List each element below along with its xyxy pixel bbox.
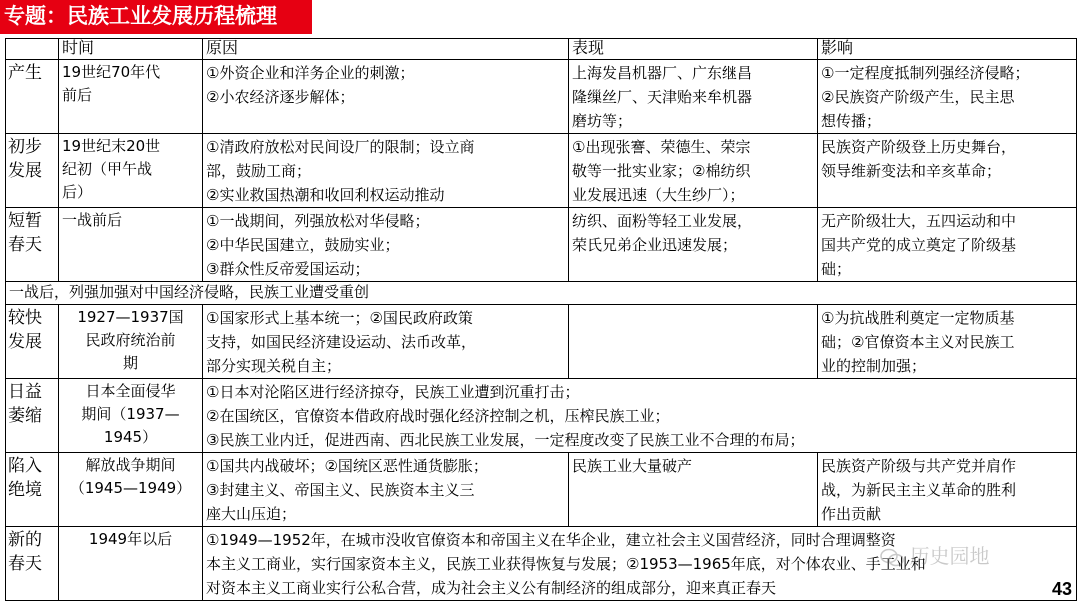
effect-line: 民族资产阶级与共产党并肩作: [821, 457, 1017, 475]
table-row: [6, 60, 1077, 134]
cause-line: 支持，如国民经济建设运动、法币改革，: [206, 333, 477, 351]
cause-cell: [203, 208, 569, 282]
cause-line: ②实业救国热潮和收回利权运动推动: [206, 186, 445, 204]
time-cell: [59, 379, 203, 453]
effect-line: 础；②官僚资本主义对民族工: [821, 333, 1015, 351]
cause-line: ③封建主义、帝国主义、民族资本主义三: [206, 481, 475, 499]
stage-label: 发展: [8, 332, 42, 351]
header-cell-show: 表现: [569, 39, 818, 60]
show-cell-empty: [569, 305, 818, 379]
stage-cell: [6, 305, 59, 379]
time-cell: [59, 134, 203, 208]
show-line: 磨坊等；: [572, 112, 633, 130]
table-row: [6, 305, 1077, 379]
cause-cell: [203, 305, 569, 379]
table-row: [6, 134, 1077, 208]
table-row: [6, 453, 1077, 527]
effect-line: 础；: [821, 260, 852, 278]
time-line: 1949年以后: [88, 530, 173, 548]
effect-line: 战，为新民主主义革命的胜利: [821, 481, 1017, 499]
span-row-text: 一战后，列强加强对中国经济侵略，民族工业遭受重创: [6, 282, 1077, 305]
effect-line: 领导维新变法和辛亥革命；: [821, 162, 1002, 180]
table-row: [6, 282, 1077, 305]
cause-line: ②小农经济逐步解体；: [206, 88, 355, 106]
cause-line: ①国家形式上基本统一；②国民政府政策: [206, 309, 473, 327]
show-cell: [569, 208, 818, 282]
newspring-line: 对资本主义工商业实行公私合营，成为社会主义公有制经济的组成部分，迎来真正春天: [206, 579, 777, 597]
stage-cell: [6, 134, 59, 208]
effect-cell: [818, 453, 1077, 527]
header-cell-effect: 影响: [818, 39, 1077, 60]
stage-cell: [6, 60, 59, 134]
show-line: 隆缫丝厂、天津贻来牟机器: [572, 88, 753, 106]
time-line: 1927—1937国: [77, 308, 184, 326]
show-line: 业发展迅速（大生纱厂）；: [572, 186, 745, 204]
effect-line: ①为抗战胜利奠定一定物质基: [821, 309, 1015, 327]
stage-label: 初步: [8, 137, 42, 156]
stage-label: 发展: [8, 161, 42, 180]
time-line: 19世纪末20世: [62, 137, 161, 155]
effect-line: 国共产党的成立奠定了阶级基: [821, 236, 1017, 254]
stage-label: 日益: [8, 382, 42, 401]
cause-line: ①清政府放松对民间设厂的限制；设立商: [206, 138, 475, 156]
cause-line: 座大山压迫；: [206, 505, 297, 523]
time-cell: [59, 453, 203, 527]
effect-line: 业的控制加强；: [821, 357, 927, 375]
stage-label: 较快: [8, 308, 42, 327]
stage-label: 产生: [8, 63, 42, 82]
header-cell-cause: 原因: [203, 39, 569, 60]
decline-text-cell: [203, 379, 1077, 453]
effect-cell: [818, 208, 1077, 282]
cause-line: ①外资企业和洋务企业的刺激；: [206, 64, 415, 82]
stage-cell: [6, 379, 59, 453]
table-row: [6, 208, 1077, 282]
effect-cell: [818, 305, 1077, 379]
history-table: [5, 38, 1077, 601]
stage-cell: [6, 208, 59, 282]
slide-title: 专题：民族工业发展历程梳理: [0, 0, 312, 34]
cause-cell: [203, 453, 569, 527]
time-line: 民政府统治前: [85, 331, 176, 349]
show-line: 上海发昌机器厂、广东继昌: [572, 64, 753, 82]
cause-line: 部分实现关税自主；: [206, 357, 342, 375]
time-cell: [59, 305, 203, 379]
time-line: 后）: [62, 183, 93, 201]
time-cell: [59, 60, 203, 134]
show-line: 纺织、面粉等轻工业发展，: [572, 212, 753, 230]
decline-line: ③民族工业内迁，促进西南、西北民族工业发展，一定程度改变了民族工业不合理的布局；: [206, 431, 805, 449]
newspring-line: ①1949—1952年，在城市没收官僚资本和帝国主义在华企业，建立社会主义国营经济，同时合理调整资: [206, 531, 896, 549]
show-line: 敬等一批实业家；②棉纺织: [572, 162, 751, 180]
stage-label: 短暂: [8, 211, 42, 230]
time-line: 期间（1937—: [81, 405, 180, 423]
effect-line: 无产阶级壮大，五四运动和中: [821, 212, 1017, 230]
stage-cell: [6, 527, 59, 601]
time-cell: [59, 208, 203, 282]
time-line: 日本全面侵华: [85, 382, 176, 400]
show-cell: [569, 134, 818, 208]
time-line: 1945）: [103, 428, 158, 446]
table-row: [6, 379, 1077, 453]
newspring-line: 本主义工商业，实行国家资本主义，民族工业获得恢复与发展；②1953—1965年底，对个体农业、手工业和: [206, 555, 926, 573]
show-line: ①出现张謇、荣德生、荣宗: [572, 138, 751, 156]
cause-line: ③群众性反帝爱国运动；: [206, 260, 370, 278]
cause-line: ①国共内战破坏；②国统区恶性通货膨胀；: [206, 457, 488, 475]
stage-label: 春天: [8, 235, 42, 254]
stage-label: 新的: [8, 530, 42, 549]
effect-cell: [818, 134, 1077, 208]
show-line: 民族工业大量破产: [572, 457, 693, 475]
stage-label: 绝境: [8, 480, 42, 499]
time-line: 解放战争期间: [85, 456, 176, 474]
stage-label: 陷入: [8, 456, 42, 475]
time-line: 前后: [62, 86, 93, 104]
time-line: 期: [122, 354, 138, 372]
cause-line: ②中华民国建立，鼓励实业；: [206, 236, 400, 254]
cause-cell: [203, 60, 569, 134]
effect-line: 作出贡献: [821, 505, 882, 523]
show-cell: [569, 453, 818, 527]
show-line: 荣氏兄弟企业迅速发展；: [572, 236, 738, 254]
effect-cell: [818, 60, 1077, 134]
effect-line: ②民族资产阶级产生，民主思: [821, 88, 1015, 106]
wechat-icon: [880, 548, 904, 568]
header-cell-time: 时间: [59, 39, 203, 60]
time-line: 一战前后: [62, 211, 123, 229]
table-header-row: [6, 39, 1077, 60]
stage-cell: [6, 453, 59, 527]
show-cell: [569, 60, 818, 134]
effect-line: ①一定程度抵制列强经济侵略；: [821, 64, 1030, 82]
page-number: 43: [1051, 579, 1072, 599]
stage-label: 萎缩: [8, 406, 42, 425]
time-cell: [59, 527, 203, 601]
effect-line: 想传播；: [821, 112, 882, 130]
cause-cell: [203, 134, 569, 208]
cause-line: ①一战期间，列强放松对华侵略；: [206, 212, 430, 230]
header-cell-empty: [6, 39, 59, 60]
time-line: 19世纪70年代: [62, 63, 161, 81]
decline-line: ①日本对沦陷区进行经济掠夺，民族工业遭到沉重打击；: [206, 383, 580, 401]
effect-line: 民族资产阶级登上历史舞台，: [821, 138, 1017, 156]
time-line: 纪初（甲午战: [62, 160, 153, 178]
watermark: [880, 540, 1040, 580]
decline-line: ②在国统区，官僚资本借政府战时强化经济控制之机，压榨民族工业；: [206, 407, 670, 425]
watermark-text: 历史园地: [909, 546, 990, 568]
cause-line: 部，鼓励工商；: [206, 162, 312, 180]
time-line: （1945—1949）: [69, 479, 192, 497]
stage-label: 春天: [8, 554, 42, 573]
